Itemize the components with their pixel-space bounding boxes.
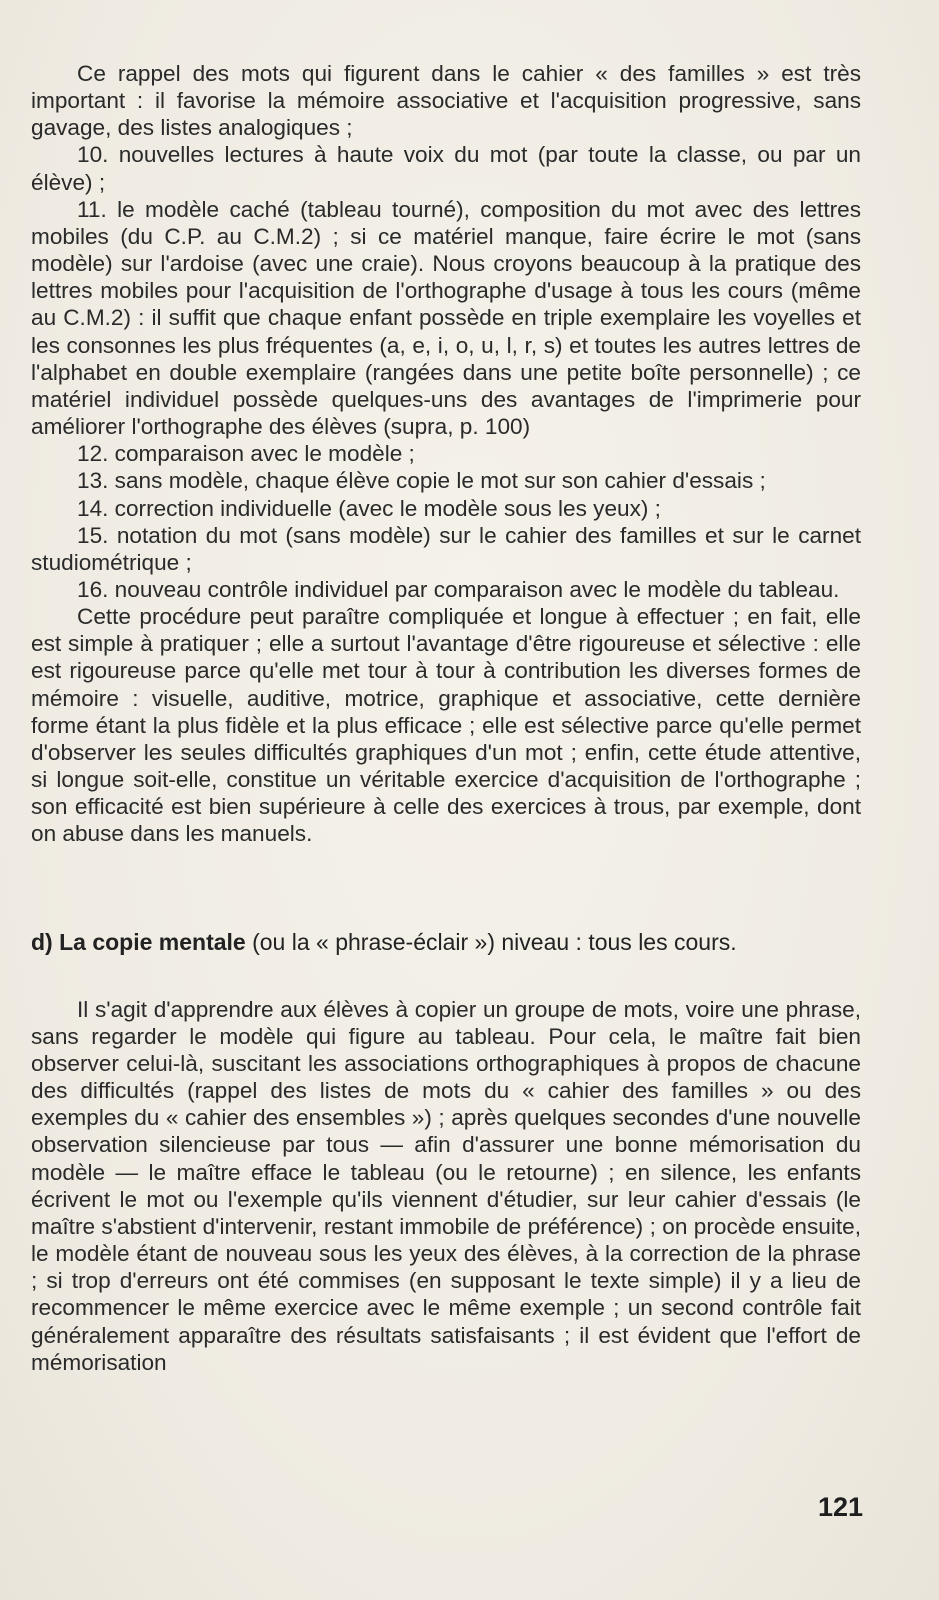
step-16: 16. nouveau contrôle individuel par comparaison avec le modèle du tableau. (77, 576, 840, 602)
paragraph-procedure: Cette procédure peut paraître compliquée et longue à effectuer ; en fait, elle est simple à pratiquer ; elle a surtout l'avantage d'être rigoureuse et sélective : elle est rigoureuse parce qu'elle met tour à tour à contribution les diverses formes de mémoire : visuelle, auditive, motrice, graphique et associative, cette dernière forme étant la plus fidèle et la plus efficace ; elle est sélective parce qu'elle permet d'observer les seules difficultés graphiques d'un mot ; enfin, cette étude attentive, si longue soit-elle, constitue un véritable exercice d'acquisition de l'orthographe ; son efficacité est bien supérieure à celle des exercices à trous, par exemple, dont on abuse dans les manuels. (31, 604, 861, 847)
step-10: 10. nouvelles lectures à haute voix du mot (par toute la classe, ou par un élève) ; (31, 142, 861, 195)
step-15: 15. notation du mot (sans modèle) sur le cahier des familles et sur le carnet studiométrique ; (31, 522, 861, 575)
paragraph-mental-copy: Il s'agit d'apprendre aux élèves à copier un groupe de mots, voire une phrase, sans regarder le modèle qui figure au tableau. Pour cela, le maître fait bien observer celui-là, suscitant les associations orthographiques à propos de chacune des difficultés (rappel des listes de mots du « cahier des familles » ou des exemples du « cahier des ensembles ») ; après quelques secondes d'une nouvelle observation silencieuse par tous — afin d'assurer une bonne mémorisation du modèle — le maître efface le tableau (ou le retourne) ; en silence, les enfants écrivent le mot ou l'exemple qu'ils viennent d'étudier, sur leur cahier d'essais (le maître s'abstient d'intervenir, restant immobile de préférence) ; on procède ensuite, le modèle étant de nouveau sous les yeux des élèves, à la correction de la phrase ; si trop d'erreurs ont été commises (en supposant le texte simple) il y a lieu de recommencer le même exercice avec le même exemple ; un second contrôle fait généralement apparaître des résultats satisfaisants ; il est évident que l'effort de mémorisation (31, 996, 861, 1375)
step-13: 13. sans modèle, chaque élève copie le mot sur son cahier d'essais ; (77, 468, 766, 494)
step-12: 12. comparaison avec le modèle ; (77, 441, 415, 467)
heading-gap (31, 956, 861, 996)
page-number: 121 (818, 1492, 864, 1522)
section-heading-title: d) La copie mentale (31, 928, 246, 955)
page-text-block (31, 60, 861, 1376)
section-heading (31, 929, 861, 956)
section-heading-subtitle: (ou la « phrase-éclair ») niveau : tous les cours. (245, 928, 737, 955)
paragraph-recall: Ce rappel des mots qui figurent dans le cahier « des familles » est très important : il favorise la mémoire associative et l'acquisition progressive, sans gavage, des listes analogiques ; (31, 61, 861, 141)
step-14: 14. correction individuelle (avec le modèle sous les yeux) ; (77, 495, 661, 521)
section-gap (31, 848, 861, 929)
step-11: 11. le modèle caché (tableau tourné), composition du mot avec des lettres mobiles (du C.P. au C.M.2) ; si ce matériel manque, faire écrire le mot (sans modèle) sur l'ardoise (avec une craie). Nous croyons beaucoup à la pratique des lettres mobiles pour l'acquisition de l'orthographe d'usage à tous les cours (même au C.M.2) : il suffit que chaque enfant possède en triple exemplaire les voyelles et les consonnes les plus fréquentes (a, e, i, o, u, l, r, s) et toutes les autres lettres de l'alphabet en double exemplaire (rangées dans une petite boîte personnelle) ; ce matériel individuel possède quelques-uns des avantages de l'imprimerie pour améliorer l'orthographe des élèves (supra, p. 100) (31, 196, 861, 440)
